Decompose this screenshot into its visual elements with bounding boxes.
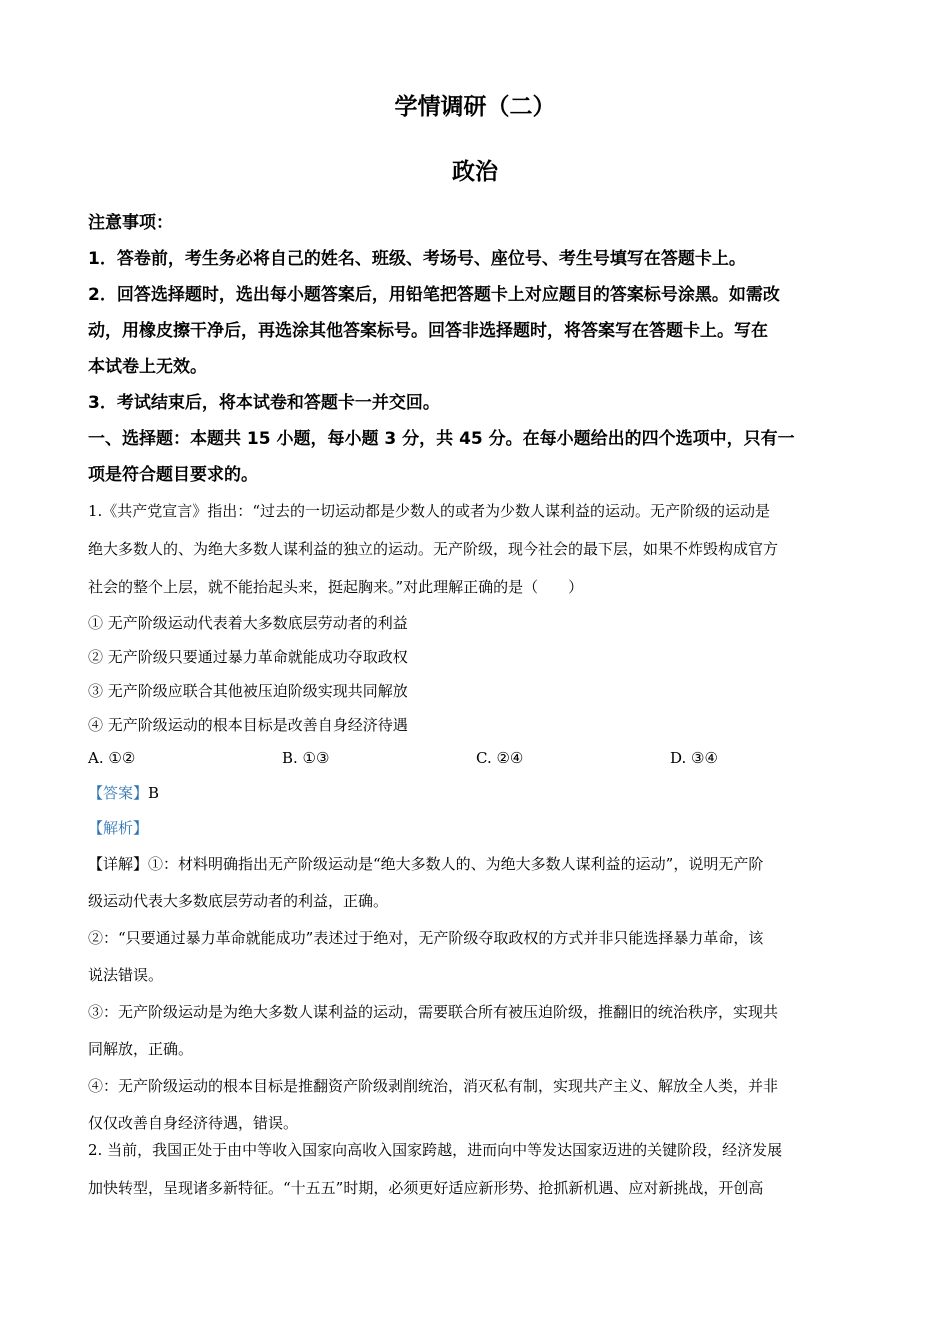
notice-heading: 注意事项： bbox=[88, 213, 173, 233]
statement-1: ① 无产阶级运动代表着大多数底层劳动者的利益 bbox=[88, 614, 408, 632]
detail-line: ③：无产阶级运动是为绝大多数人谋利益的运动，需要联合所有被压迫阶级，推翻旧的统治秩序，实现共 bbox=[88, 1003, 779, 1021]
question-1-choices bbox=[88, 740, 863, 776]
question-1-solution bbox=[88, 776, 863, 1142]
analysis-tag: 【解析】 bbox=[88, 819, 149, 837]
question-2-stem: 2. 当前，我国正处于由中等收入国家向高收入国家跨越，进而向中等发达国家迈进的关键阶段，经济发展 bbox=[88, 1141, 783, 1159]
answer-tag: 【答案】 bbox=[88, 784, 149, 802]
question-1 bbox=[88, 492, 863, 742]
choice-b: B. ①③ bbox=[282, 749, 330, 767]
choice-d: D. ③④ bbox=[670, 749, 718, 767]
notice-item: 2．回答选择题时，选出每小题答案后，用铅笔把答题卡上对应题目的答案标号涂黑。如需改 bbox=[88, 285, 780, 305]
subject-title: 政治 bbox=[452, 159, 498, 185]
statement-3: ③ 无产阶级应联合其他被压迫阶级实现共同解放 bbox=[88, 682, 408, 700]
answer-value: B bbox=[148, 784, 160, 802]
question-1-stem: 绝大多数人的、为绝大多数人谋利益的独立的运动。无产阶级，现今社会的最下层，如果不炸毁构成官方 bbox=[88, 540, 779, 558]
detail-line: ④：无产阶级运动的根本目标是推翻资产阶级剥削统治，消灭私有制，实现共产主义、解放全人类，并非 bbox=[88, 1077, 779, 1095]
detail-line: 说法错误。 bbox=[88, 966, 164, 984]
choice-c: C. ②④ bbox=[476, 749, 524, 767]
question-1-stem: 社会的整个上层，就不能抬起头来，挺起胸来。”对此理解正确的是（ ） bbox=[88, 578, 584, 596]
detail-line: 级运动代表大多数底层劳动者的利益，正确。 bbox=[88, 892, 389, 910]
detail-line: 【详解】①：材料明确指出无产阶级运动是“绝大多数人的、为绝大多数人谋利益的运动”，说明无产阶 bbox=[88, 855, 764, 873]
statement-2: ② 无产阶级只要通过暴力革命就能成功夺取政权 bbox=[88, 648, 408, 666]
notice-item: 动，用橡皮擦干净后，再选涂其他答案标号。回答非选择题时，将答案写在答题卡上。写在 bbox=[88, 321, 768, 341]
question-1-stem: 1.《共产党宣言》指出：“过去的一切运动都是少数人的或者为少数人谋利益的运动。无产阶级的运动是 bbox=[88, 502, 770, 520]
answer-line bbox=[88, 776, 863, 811]
notice-block bbox=[88, 205, 863, 493]
page-title: 学情调研（二） bbox=[394, 94, 556, 120]
detail-line: 仅仅改善自身经济待遇，错误。 bbox=[88, 1114, 299, 1132]
detail-line: 同解放，正确。 bbox=[88, 1040, 194, 1058]
section-heading: 一、选择题：本题共 15 小题，每小题 3 分，共 45 分。在每小题给出的四个选项中，只有一 bbox=[88, 429, 795, 449]
detail-line: ②：“只要通过暴力革命就能成功”表述过于绝对，无产阶级夺取政权的方式并非只能选择暴力革命，该 bbox=[88, 929, 764, 947]
question-2-stem: 加快转型，呈现诸多新特征。“十五五”时期，必须更好适应新形势、抢抓新机遇、应对新挑战，开创高 bbox=[88, 1179, 764, 1197]
notice-item: 本试卷上无效。 bbox=[88, 357, 207, 377]
section-heading: 项是符合题目要求的。 bbox=[88, 465, 258, 485]
question-2 bbox=[88, 1131, 863, 1207]
choice-a: A. ①② bbox=[88, 749, 136, 767]
statement-4: ④ 无产阶级运动的根本目标是改善自身经济待遇 bbox=[88, 716, 408, 734]
notice-item: 1．答卷前，考生务必将自己的姓名、班级、考场号、座位号、考生号填写在答题卡上。 bbox=[88, 249, 746, 269]
notice-item: 3．考试结束后，将本试卷和答题卡一并交回。 bbox=[88, 393, 440, 413]
